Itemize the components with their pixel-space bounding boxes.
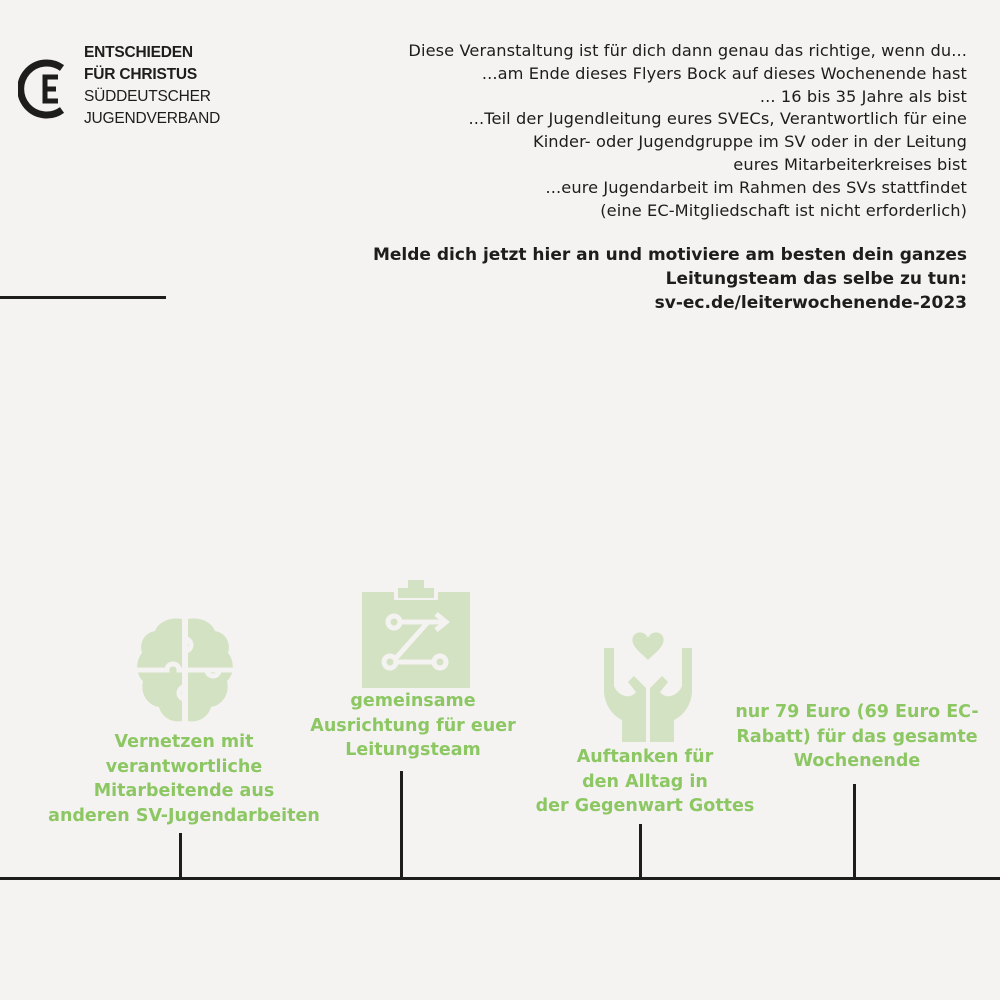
cta-line: Melde dich jetzt hier an und motiviere am besten dein ganzes (372, 245, 967, 265)
feature-line: Mitarbeitende aus (93, 781, 275, 801)
intro-text (287, 40, 967, 222)
timeline-tick (400, 771, 403, 879)
logo-line-1: ENTSCHIEDEN (84, 44, 193, 61)
feature-alignment (310, 689, 515, 763)
ec-logo-icon (18, 52, 74, 126)
cta-line: Leitungsteam das selbe zu tun: (665, 269, 967, 289)
feature-line: nur 79 Euro (69 Euro EC- (735, 702, 979, 722)
registration-link[interactable]: sv-ec.de/leiterwochenende-2023 (654, 293, 967, 313)
intro-line: Diese Veranstaltung ist für dich dann genau das richtige, wenn du... (408, 41, 967, 60)
timeline-baseline (0, 877, 1000, 880)
intro-line: (eine EC-Mitgliedschaft ist nicht erforderlich) (600, 200, 967, 220)
feature-line: anderen SV-Jugendarbeiten (48, 805, 320, 826)
intro-line: ... 16 bis 35 Jahre als bist (759, 86, 967, 106)
intro-line: eures Mitarbeiterkreises bist (733, 154, 967, 174)
feature-line: der Gegenwart Gottes (535, 796, 755, 816)
hands-heart-icon (600, 630, 696, 742)
feature-line: verantwortliche (105, 756, 263, 777)
feature-line: gemeinsame (350, 691, 476, 711)
clipboard-route-icon (362, 578, 470, 688)
feature-line: Ausrichtung für euer (310, 715, 516, 736)
feature-line: Rabatt) für das gesamte (736, 726, 978, 747)
logo-line-2: FÜR CHRISTUS (84, 66, 197, 83)
logo-line-3: SÜDDEUTSCHER (84, 88, 211, 105)
logo-line-4: JUGENDVERBAND (84, 110, 221, 127)
feature-line: Leitungsteam (345, 740, 481, 760)
logo-text (84, 42, 220, 130)
feature-line: Vernetzen mit (114, 732, 254, 752)
intro-line: ...am Ende dieses Flyers Bock auf dieses Wochenende hast (481, 63, 967, 83)
feature-networking (48, 730, 320, 828)
timeline-tick (179, 833, 182, 879)
feature-line: den Alltag in (582, 771, 708, 792)
feature-line: Wochenende (793, 751, 921, 771)
timeline-tick (639, 824, 642, 879)
feature-recharge (536, 745, 755, 819)
feature-line: Auftanken für (576, 747, 714, 767)
feature-price (735, 700, 978, 774)
call-to-action (267, 243, 967, 315)
ec-logo (18, 40, 221, 130)
intro-line: ...eure Jugendarbeit im Rahmen des SVs stattfindet (545, 177, 967, 197)
timeline-tick (853, 784, 856, 879)
divider (0, 296, 166, 299)
intro-line: ...Teil der Jugendleitung eures SVECs, Verantwortlich für eine (468, 109, 967, 129)
intro-line: Kinder- oder Jugendgruppe im SV oder in der Leitung (532, 132, 967, 152)
brain-puzzle-icon (135, 615, 235, 727)
